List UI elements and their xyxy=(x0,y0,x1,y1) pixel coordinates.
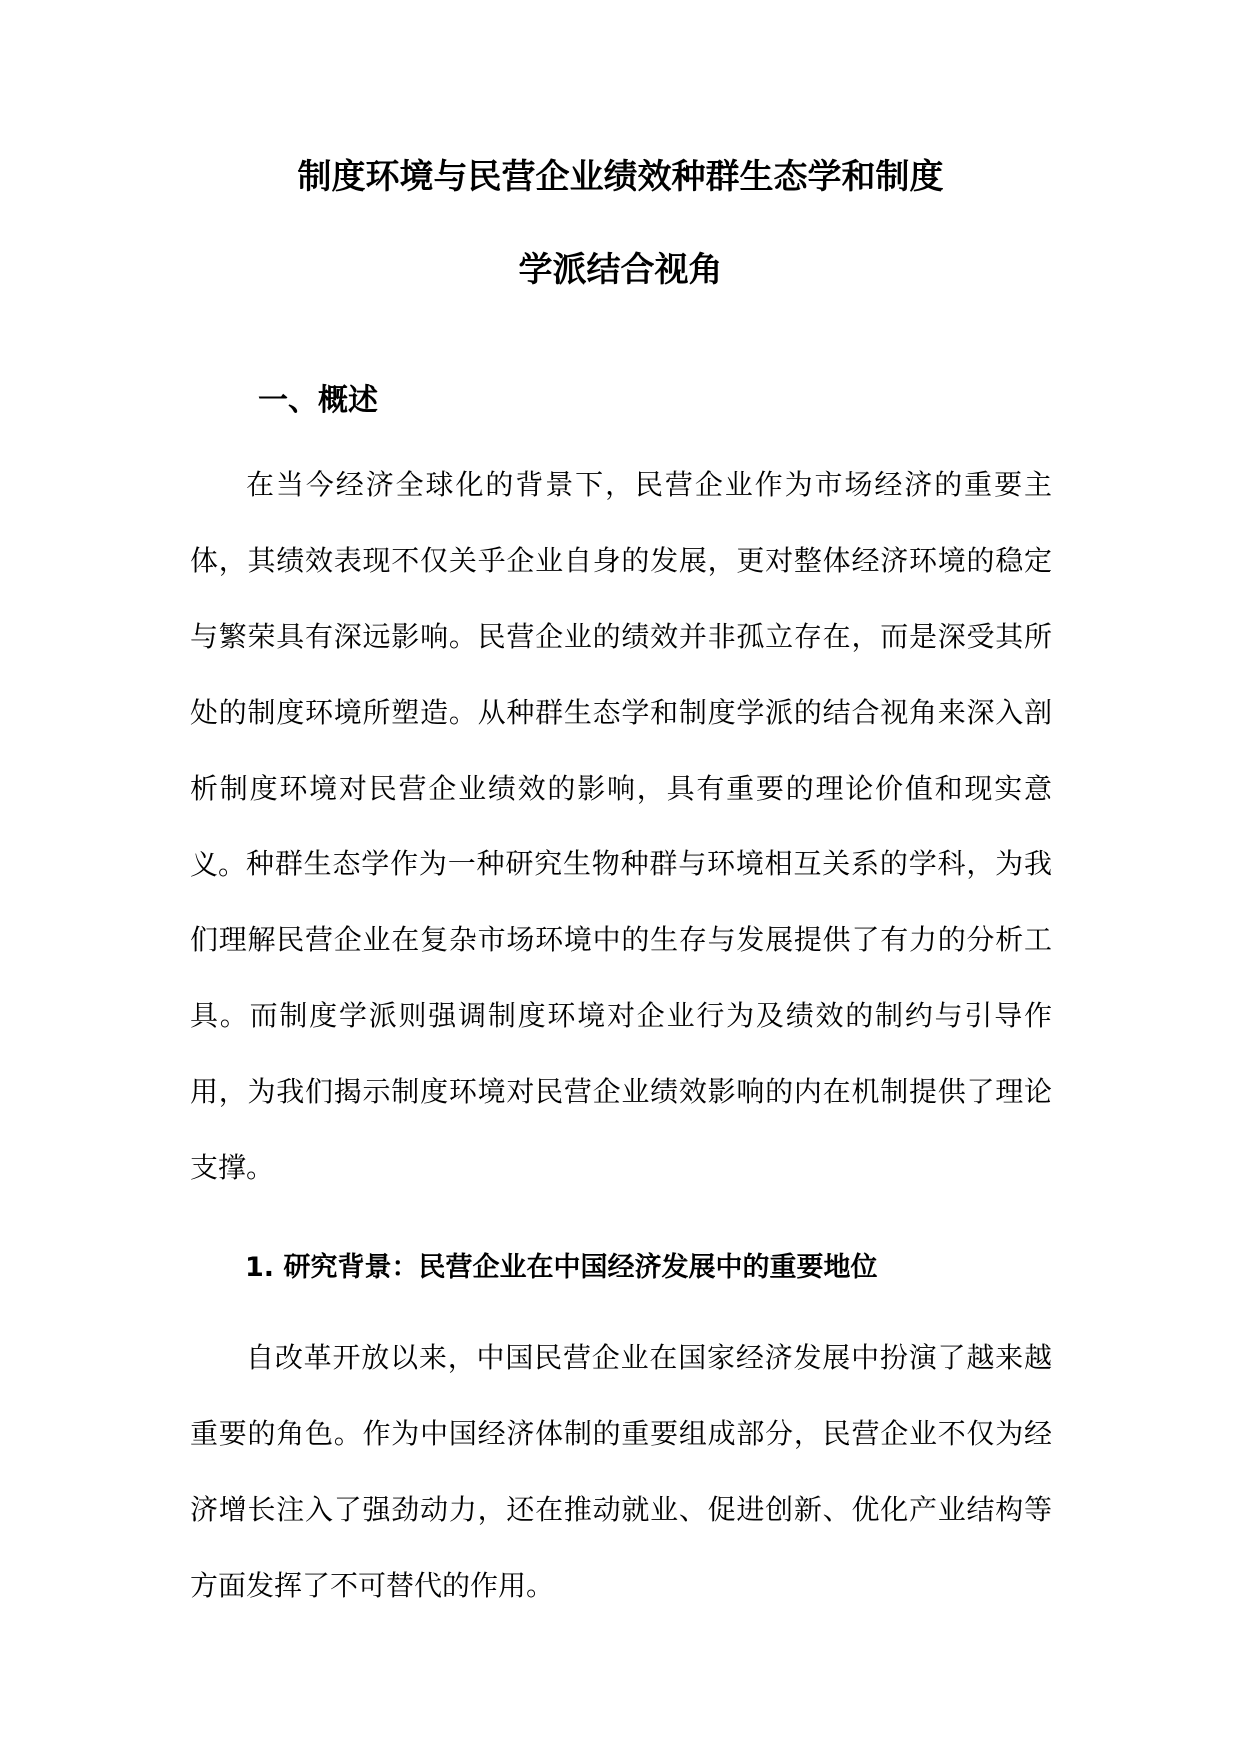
body-paragraph-2: 种群生态学作为一种研究生物种群与环境相互关系的学科，为我们理解民营企业在复杂市场环境中的生存与发展提供了有力的分析工具。而制度学派则强调制度环境对企业行为及绩效的制约与引导作用，为我们揭示制度环境对民营企业绩效影响的内在机制提供了理论支撑。 xyxy=(190,847,1052,1184)
section-heading: 一、概述 xyxy=(258,383,378,418)
subsection-heading: 1. 研究背景：民营企业在中国经济发展中的重要地位 xyxy=(245,1252,878,1283)
document-title-line-2: 学派结合视角 xyxy=(518,250,723,290)
document-title-line-1: 制度环境与民营企业绩效种群生态学和制度 xyxy=(297,157,944,197)
body-paragraph-3: 自改革开放以来，中国民营企业在国家经济发展中扮演了越来越重要的角色。作为中国经济体制的重要组成部分，民营企业不仅为经济增长注入了强劲动力，还在推动就业、促进创新、优化产业结构等方面发挥了不可替代的作用。 xyxy=(190,1341,1052,1602)
body-paragraph-1: 在当今经济全球化的背景下，民营企业作为市场经济的重要主体，其绩效表现不仅关乎企业自身的发展，更对整体经济环境的稳定与繁荣具有深远影响。民营企业的绩效并非孤立存在，而是深受其所处的制度环境所塑造。从种群生态学和制度学派的结合视角来深入剖析制度环境对民营企业绩效的影响，具有重要的理论价值和现实意义。 xyxy=(190,468,1052,881)
